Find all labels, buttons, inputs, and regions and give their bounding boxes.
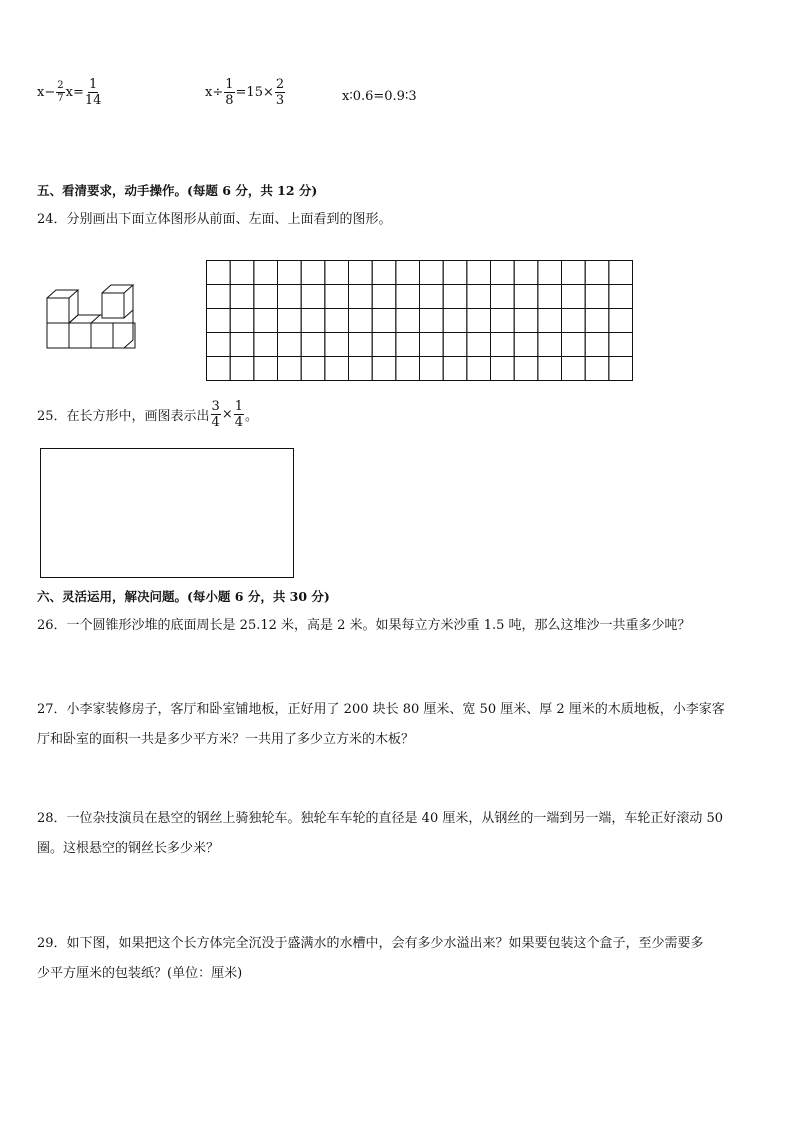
q25-a-denominator: 4 [211,415,220,430]
section-6-title: 六、灵活运用，解决问题。(每小题 6 分，共 30 分) [37,589,330,604]
grid-cell[interactable] [443,333,467,357]
grid-cell[interactable] [372,261,396,285]
q27-line-1: 27．小李家装修房子，客厅和卧室铺地板，正好用了 200 块长 80 厘米、宽 50 厘米、厚 2 厘米的木质地板，小李家客 [37,702,725,717]
grid-cell[interactable] [396,261,420,285]
grid-cell[interactable] [609,333,633,357]
eq1-frac-numerator: 2 [57,80,64,91]
eq2-x: x [205,85,213,100]
grid-cell[interactable] [562,357,586,381]
grid-cell[interactable] [514,285,538,309]
grid-cell[interactable] [278,357,302,381]
eq2-frac-denominator: 8 [225,93,234,108]
cube-top-right-top [102,285,133,293]
q29-line-1: 29．如下图，如果把这个长方体完全沉没于盛满水的水槽中，会有多少水溢出来？如果要包装这个盒子，至少需要多 [37,936,704,951]
q25-a-numerator: 3 [211,399,220,414]
eq1-equals: = [72,85,84,100]
cube-top-left-side [69,290,78,323]
grid-cell[interactable] [443,285,467,309]
eq1-rhs-numerator: 1 [89,77,98,92]
cube-front-3 [91,323,113,348]
grid-cell[interactable] [278,261,302,285]
grid-cell[interactable] [396,309,420,333]
grid-cell[interactable] [325,285,349,309]
cube-bottom-top-2 [69,315,100,323]
equation-2 [205,78,286,107]
cube-top-left-top [47,290,78,298]
question-27 [37,695,762,755]
grid-cell[interactable] [467,309,491,333]
grid-cell[interactable] [325,333,349,357]
grid-cell[interactable] [254,285,278,309]
grid-cell[interactable] [278,309,302,333]
grid-cell[interactable] [443,357,467,381]
cube-front-top-right [102,293,124,318]
grid-cell[interactable] [349,333,373,357]
grid-cell[interactable] [538,285,562,309]
eq1-rhs-fraction [85,78,102,107]
answer-rectangle[interactable] [40,448,294,578]
grid-cell[interactable] [325,357,349,381]
eq2-rhs-denominator: 3 [275,93,285,108]
grid-cell[interactable] [254,309,278,333]
grid-cell[interactable] [609,261,633,285]
q25-fraction-a [211,400,221,429]
grid-cell[interactable] [491,333,515,357]
grid-cell[interactable] [301,285,325,309]
grid-cell[interactable] [207,309,231,333]
eq1-fraction [56,81,64,104]
grid-cell[interactable] [491,357,515,381]
q28-line-1: 28．一位杂技演员在悬空的钢丝上骑独轮车。独轮车车轮的直径是 40 厘米，从钢丝的一端到另一端，车轮正好滚动 50 [37,811,724,826]
cube-front-2 [69,323,91,348]
grid-cell[interactable] [278,285,302,309]
q27-line-2: 厅和卧室的面积一共是多少平方米？一共用了多少立方米的木板？ [37,732,415,747]
grid-cell[interactable] [585,333,609,357]
grid-cell[interactable] [254,357,278,381]
q25-b-numerator: 1 [234,399,244,414]
grid-cell[interactable] [562,261,586,285]
grid-cell[interactable] [349,261,373,285]
grid-cell[interactable] [562,285,586,309]
cube-front-1 [47,323,69,348]
grid-cell[interactable] [609,285,633,309]
grid-cell[interactable] [420,333,444,357]
grid-cell[interactable] [538,261,562,285]
grid-cell[interactable] [420,261,444,285]
grid-cell[interactable] [254,261,278,285]
grid-cell[interactable] [207,285,231,309]
cube-figure [44,283,136,351]
grid-cell[interactable] [230,357,254,381]
question-26: 26．一个圆锥形沙堆的底面周长是 25.12 米，高是 2 米。如果每立方米沙重 1.5 吨，那么这堆沙一共重多少吨？ [37,618,691,633]
section-5-title: 五、看清要求，动手操作。(每题 6 分，共 12 分) [37,183,318,198]
grid-cell[interactable] [467,357,491,381]
grid-cell[interactable] [585,309,609,333]
grid-cell[interactable] [514,333,538,357]
grid-cell[interactable] [230,309,254,333]
grid-cell[interactable] [585,261,609,285]
grid-cell[interactable] [230,261,254,285]
eq1-frac-denominator: 7 [57,93,64,104]
grid-cell[interactable] [420,357,444,381]
grid-cell[interactable] [207,357,231,381]
cube-top-right-side [113,285,133,348]
grid-cell[interactable] [396,285,420,309]
grid-cell[interactable] [467,285,491,309]
grid-cell[interactable] [230,333,254,357]
q25-times: × [221,407,233,422]
grid-cell[interactable] [207,333,231,357]
grid-cell[interactable] [230,285,254,309]
grid-cell[interactable] [349,357,373,381]
equation-1 [37,78,102,107]
eq2-div: ÷ [212,85,224,100]
cube-front-top-left [47,298,69,323]
grid-cell[interactable] [207,261,231,285]
q25-b-denominator: 4 [234,415,244,430]
eq2-rhs-fraction [275,78,285,107]
grid-cell[interactable] [396,333,420,357]
grid-cell[interactable] [372,309,396,333]
grid-cell[interactable] [585,357,609,381]
grid-cell[interactable] [372,285,396,309]
grid-cell[interactable] [514,261,538,285]
eq2-frac-numerator: 1 [225,77,234,92]
grid-cell[interactable] [491,285,515,309]
grid-cell[interactable] [609,309,633,333]
grid-cell[interactable] [514,309,538,333]
cube-edge-2 [124,310,133,318]
grid-cell[interactable] [301,261,325,285]
eq2-fraction [224,78,234,107]
eq1-x2: x [65,85,73,100]
question-29 [37,929,762,989]
grid-cell[interactable] [467,333,491,357]
grid-cell[interactable] [538,357,562,381]
grid-cell[interactable] [467,261,491,285]
grid-cell[interactable] [349,285,373,309]
grid-cell[interactable] [609,357,633,381]
question-28 [37,804,762,864]
grid-cell[interactable] [325,261,349,285]
grid-cell[interactable] [585,285,609,309]
question-24: 24．分别画出下面立体图形从前面、左面、上面看到的图形。 [37,212,392,227]
grid-cell[interactable] [491,309,515,333]
grid-cell[interactable] [562,309,586,333]
cube-front-4 [113,323,135,348]
grid-cell[interactable] [301,357,325,381]
eq1-x: x [37,85,45,100]
grid-cell[interactable] [538,309,562,333]
q25-fraction-b [234,400,244,429]
grid-cell[interactable] [301,309,325,333]
grid-cell[interactable] [562,333,586,357]
drawing-grid[interactable] [206,260,633,381]
grid-cell[interactable] [443,261,467,285]
eq2-rhs-numerator: 2 [275,77,285,92]
grid-cell[interactable] [372,333,396,357]
grid-cell[interactable] [538,333,562,357]
grid-cell[interactable] [254,333,278,357]
q28-line-2: 圈。这根悬空的钢丝长多少米？ [37,841,220,856]
grid-cell[interactable] [278,333,302,357]
grid-cell[interactable] [396,357,420,381]
eq2-equals: =15× [235,85,274,100]
grid-cell[interactable] [325,309,349,333]
q29-line-2: 少平方厘米的包装纸？(单位：厘米) [37,966,243,981]
equation-3: x∶0.6=0.9∶3 [342,89,417,104]
eq1-minus: − [44,85,56,100]
eq1-rhs-denominator: 14 [84,93,102,108]
q25-suffix: 。 [245,409,259,424]
question-25 [37,400,258,429]
grid-cell[interactable] [514,357,538,381]
grid-cell[interactable] [420,309,444,333]
grid-cell[interactable] [349,309,373,333]
grid-cell[interactable] [443,309,467,333]
q25-prefix: 25．在长方形中，画图表示出 [37,409,210,424]
grid-cell[interactable] [491,261,515,285]
grid-cell[interactable] [301,333,325,357]
grid-cell[interactable] [420,285,444,309]
grid-cell[interactable] [372,357,396,381]
